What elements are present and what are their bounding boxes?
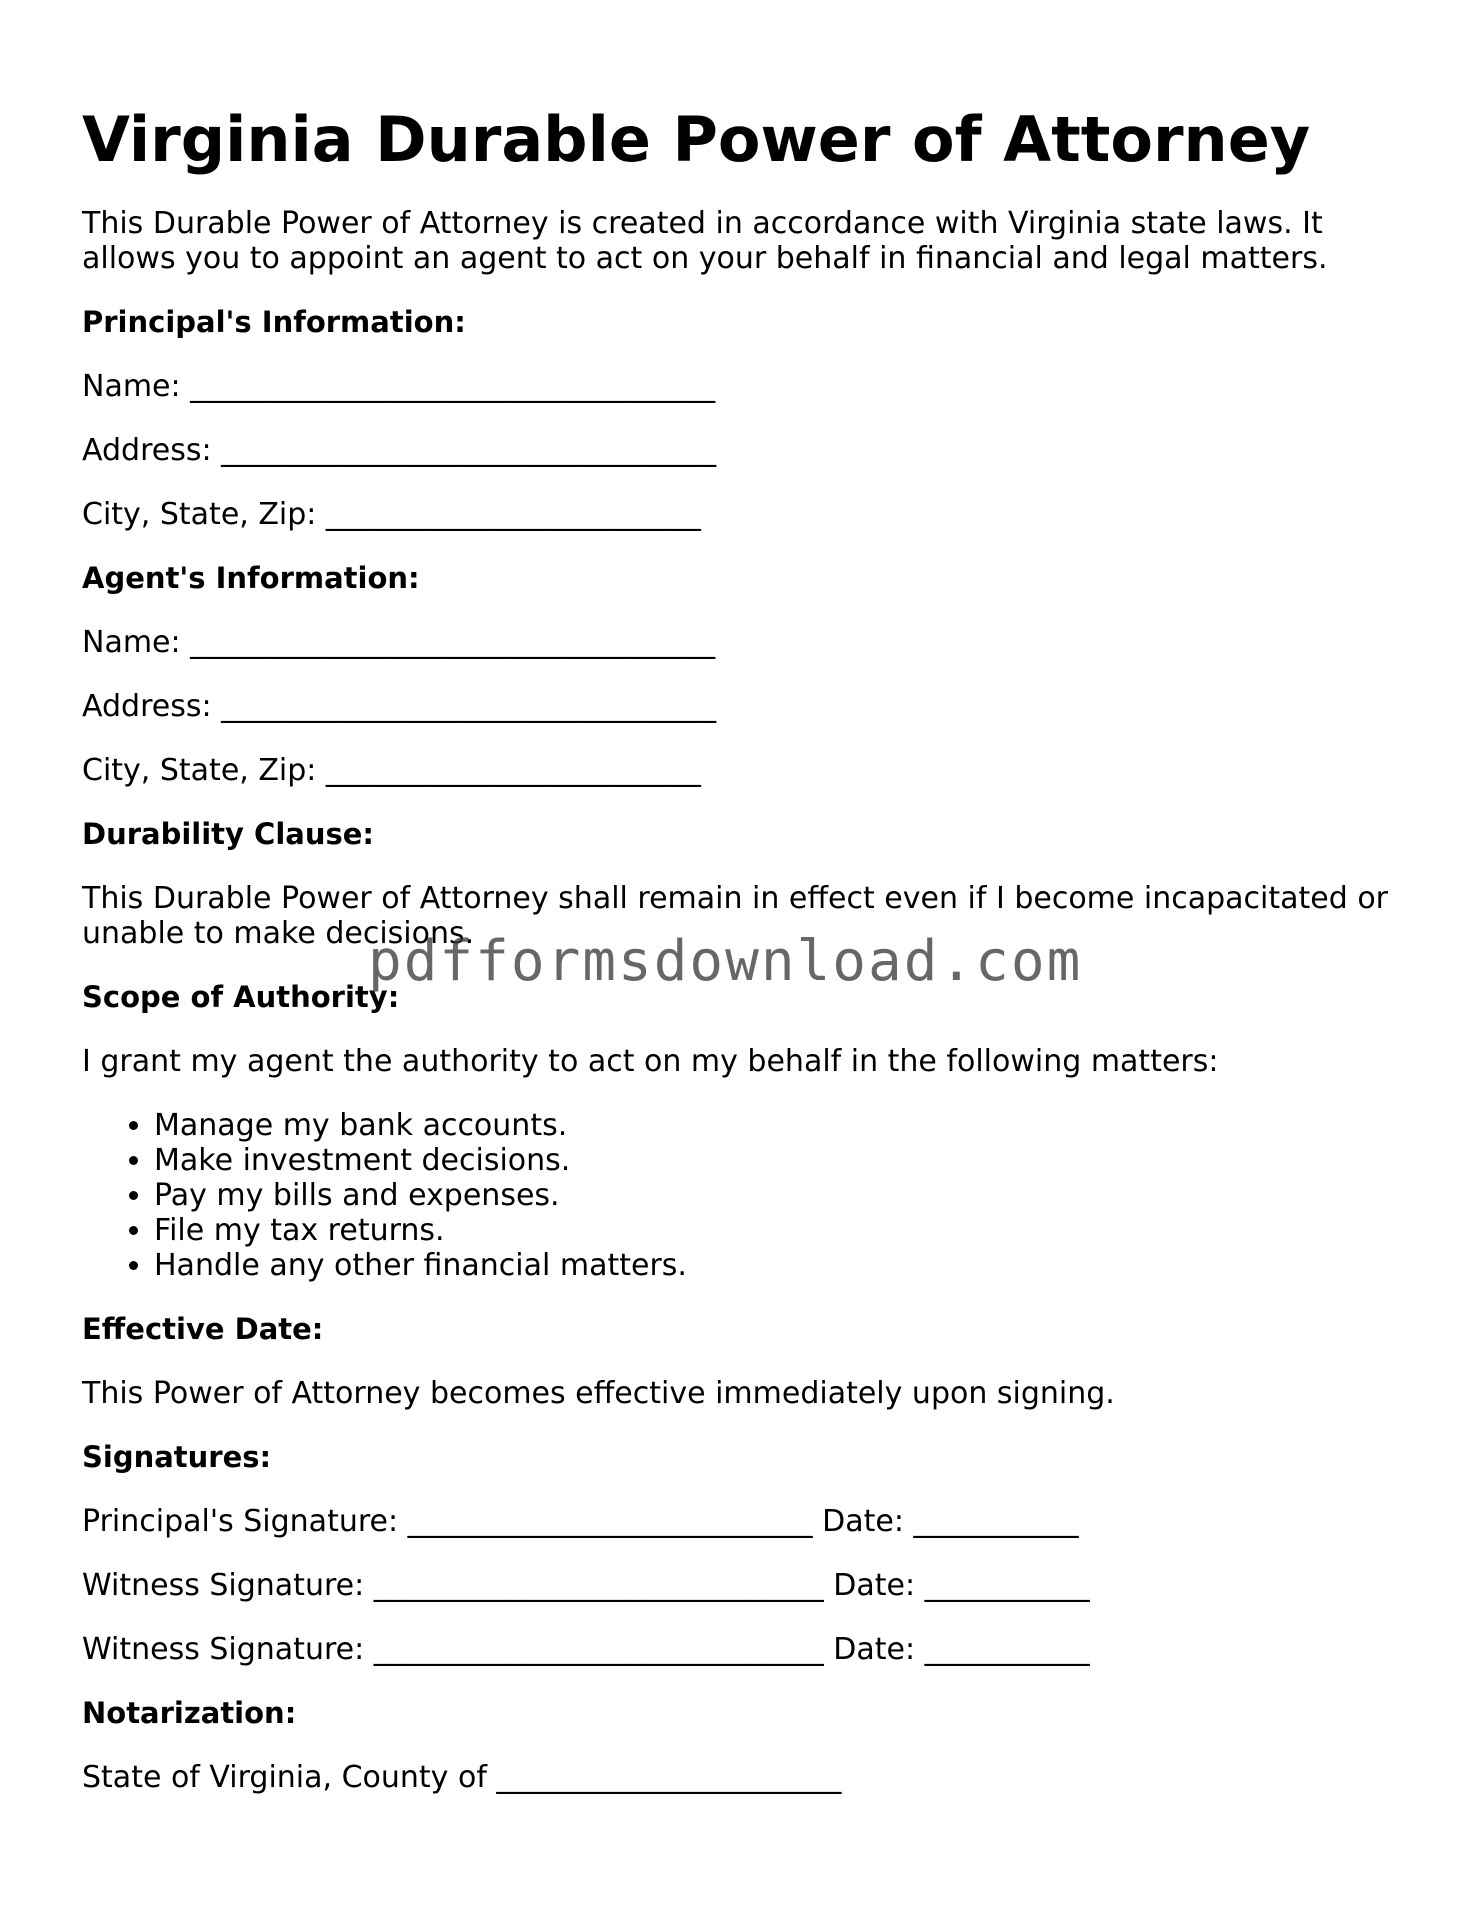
page-title: Virginia Durable Power of Attorney xyxy=(82,103,1311,176)
county-field[interactable]: State of Virginia, County of _______________________ xyxy=(82,1760,842,1795)
watermark: pdfformsdownload.com xyxy=(368,929,1083,994)
effective-heading: Effective Date: xyxy=(82,1312,324,1346)
principal-heading: Principal's Information: xyxy=(82,305,466,339)
witness-signature-field-1[interactable]: Witness Signature: ______________________________ Date: ___________ xyxy=(82,1568,1090,1603)
agent-city-field[interactable]: City, State, Zip: _________________________ xyxy=(82,753,701,788)
notarization-heading: Notarization: xyxy=(82,1696,297,1730)
effective-text: This Power of Attorney becomes effective immediately upon signing. xyxy=(82,1376,1115,1411)
principal-signature-field[interactable]: Principal's Signature: ___________________________ Date: ___________ xyxy=(82,1504,1079,1539)
intro-paragraph: This Durable Power of Attorney is created in accordance with Virginia state laws. It allows you to appoint an agent to act on your behalf in financial and legal matters. xyxy=(82,206,1328,276)
durability-text: This Durable Power of Attorney shall remain in effect even if I become incapacitated or unable to make decisions. xyxy=(82,881,1389,951)
scope-text: I grant my agent the authority to act on my behalf in the following matters: xyxy=(82,1044,1219,1079)
principal-name-field[interactable]: Name: ___________________________________ xyxy=(82,369,716,404)
scope-list xyxy=(82,1108,1412,1283)
signatures-heading: Signatures: xyxy=(82,1440,272,1474)
document-page xyxy=(82,96,1412,1795)
list-item: • Pay my bills and expenses. xyxy=(154,1178,1412,1213)
principal-city-field[interactable]: City, State, Zip: _________________________ xyxy=(82,497,701,532)
agent-name-field[interactable]: Name: ___________________________________ xyxy=(82,625,716,660)
list-item: • File my tax returns. xyxy=(154,1213,1412,1248)
principal-address-field[interactable]: Address: _________________________________ xyxy=(82,433,717,468)
durability-heading: Durability Clause: xyxy=(82,817,374,851)
list-item: • Manage my bank accounts. xyxy=(154,1108,1412,1143)
witness-signature-field-2[interactable]: Witness Signature: ______________________________ Date: ___________ xyxy=(82,1632,1090,1667)
scope-heading: Scope of Authority: xyxy=(82,980,400,1014)
list-item: • Make investment decisions. xyxy=(154,1143,1412,1178)
agent-heading: Agent's Information: xyxy=(82,561,420,595)
list-item: • Handle any other financial matters. xyxy=(154,1248,1412,1283)
agent-address-field[interactable]: Address: _________________________________ xyxy=(82,689,717,724)
